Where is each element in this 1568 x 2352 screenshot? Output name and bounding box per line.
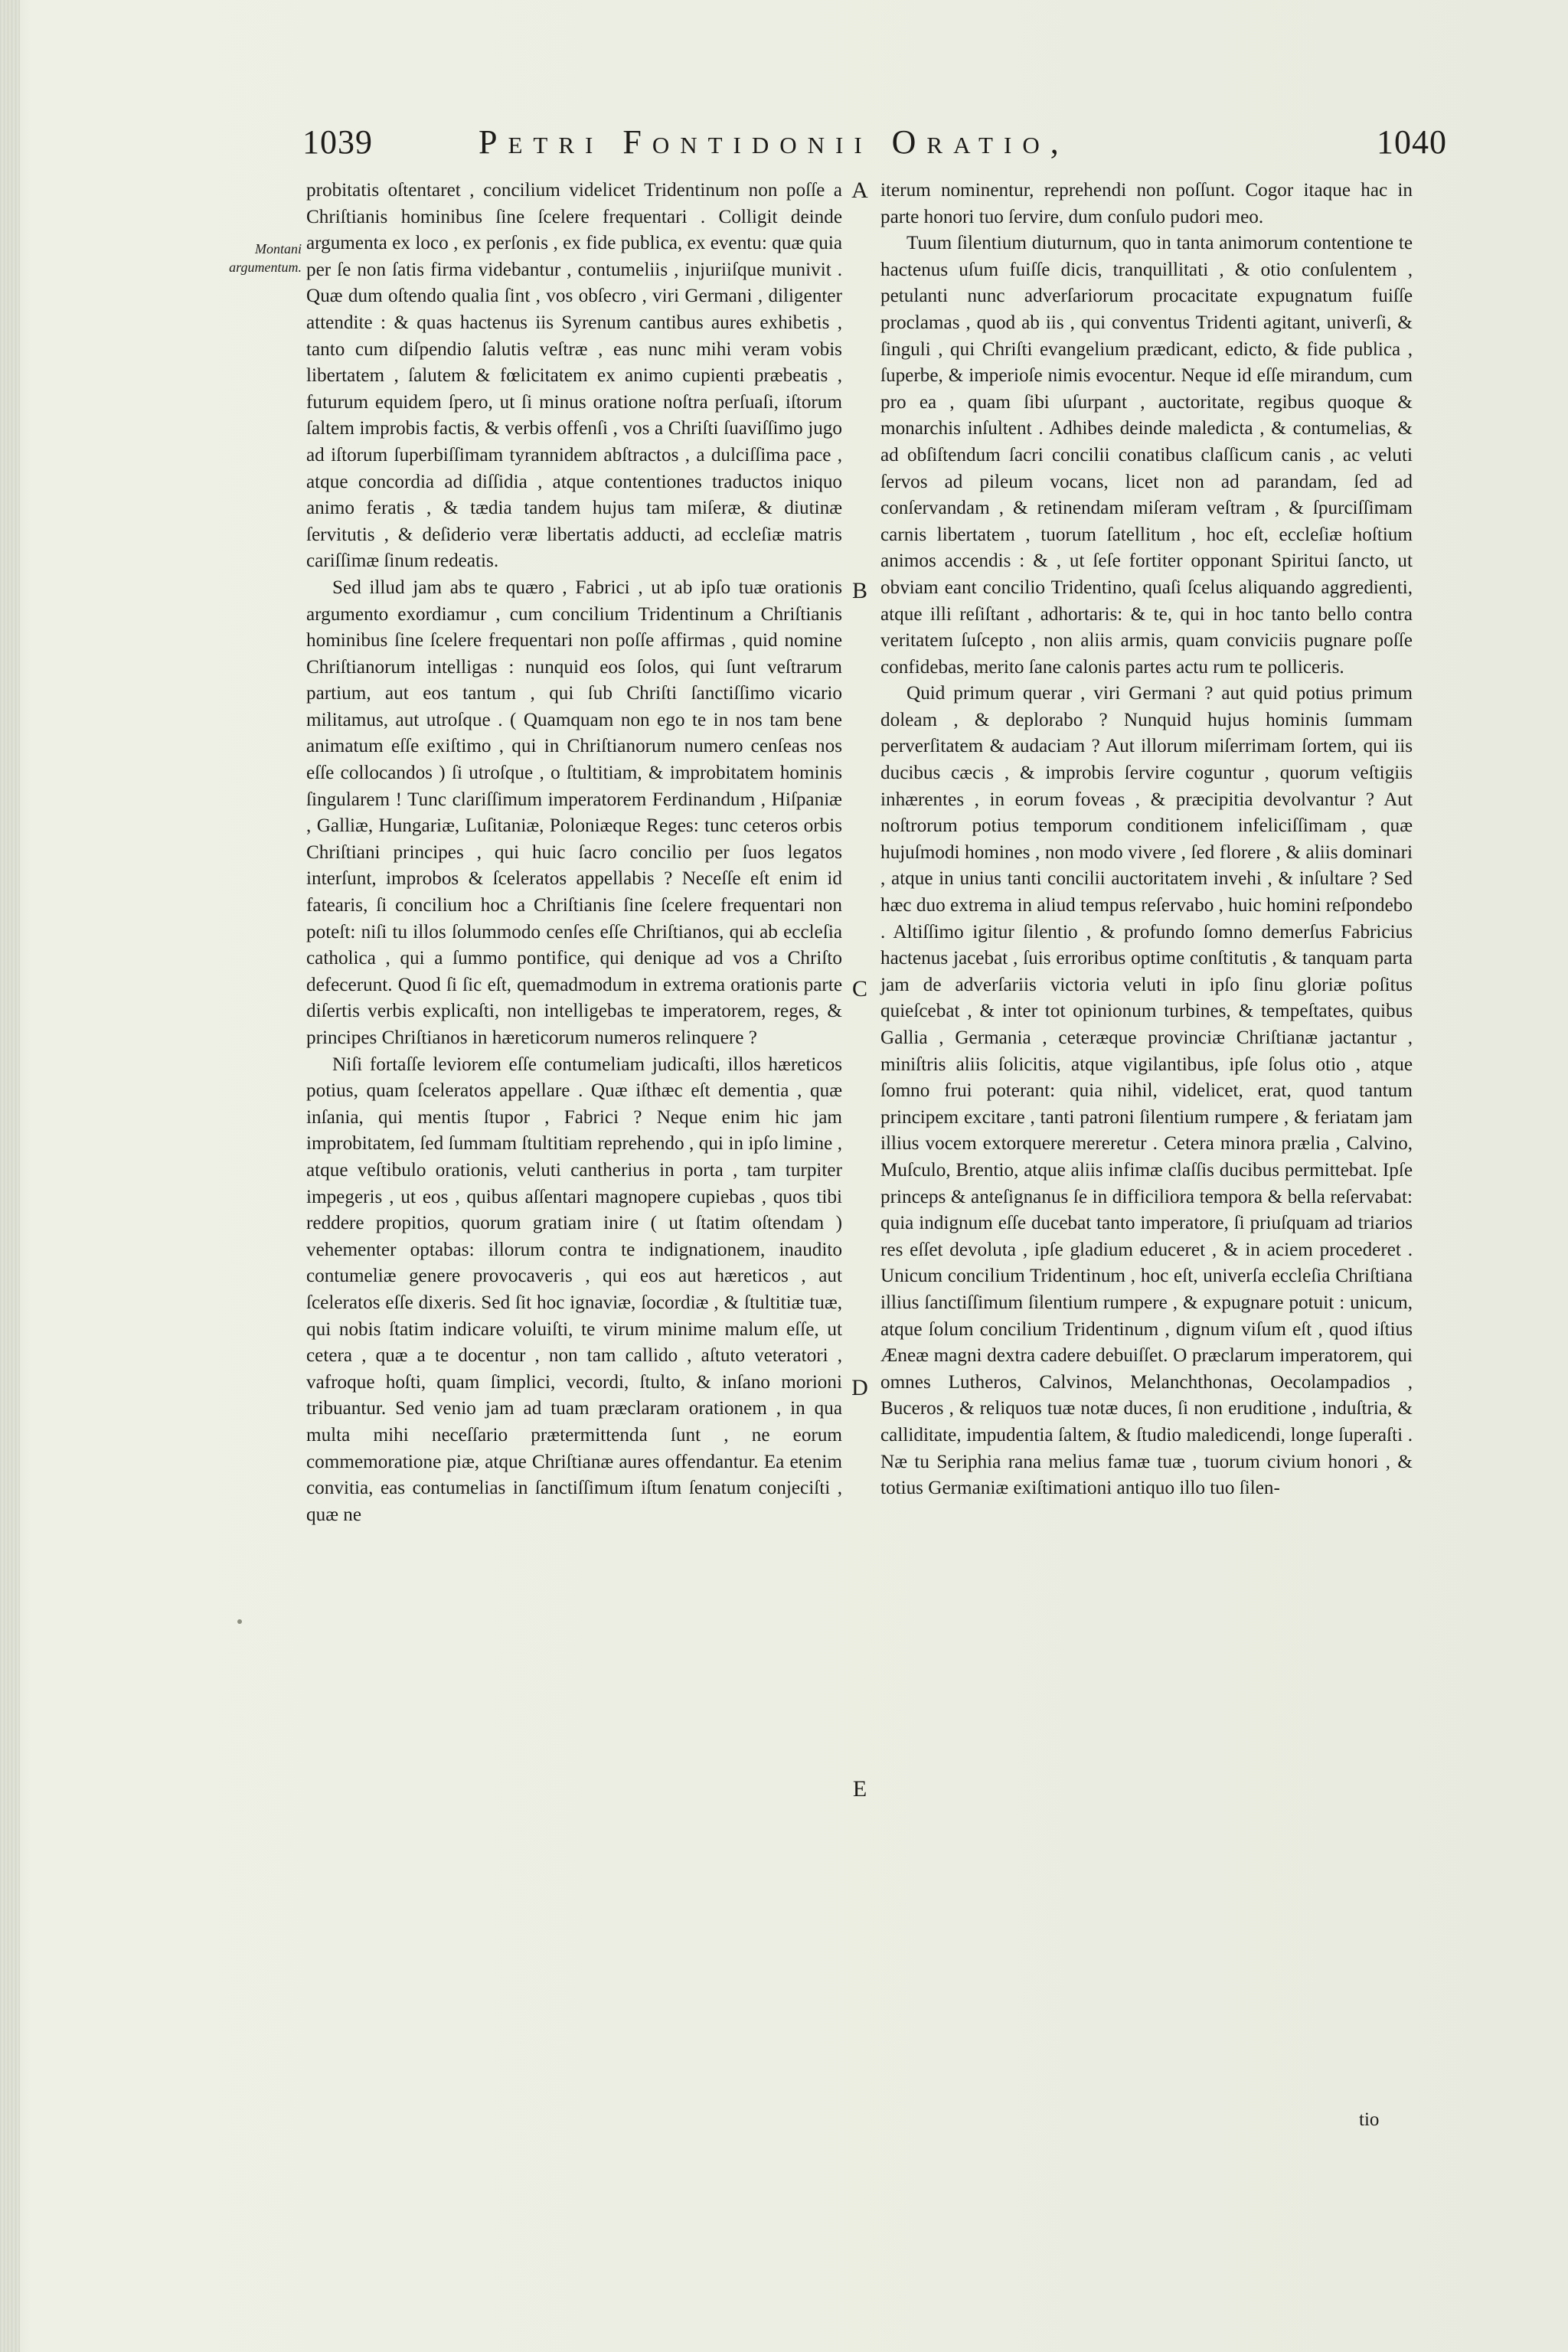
left-paragraph: Niſi fortaſſe leviorem eſſe contumeliam judicaſti, illos hæreticos potius, quam ſceleratos appellare . Quæ iſthæc eſt dementia , quæ inſania, qui mentis ſtupor , Fabrici ? Neque enim hic jam improbitatem, ſed ſummam ſtultitiam reprehendo , qui in ipſo limine , atque veſtibulo orationis, veluti cantherius in porta , tam turpiter impegeris , ut eos , quibus aſſentari magnopere cupiebas , quos tibi reddere propitios, quorum gratiam inire ( ut ſtatim oſtendam ) vehementer optabas: illorum contra te indignationem, inaudito contumeliæ genere provocaveris , qui eos aut hæreticos , aut ſceleratos eſſe dixeris. Sed ſit hoc ignaviæ, ſocordiæ , & ſtultitiæ tuæ, qui nobis ſtatim indicare voluiſti, te virum minime malum eſſe, ut cetera , quæ a te docentur , non tam callido , aſtuto veteratori , vafroque hoſti, quam ſimplici, vecordi, ſtulto, & inſano morioni tribuantur. Sed venio jam ad tuam præclaram orationem , in qua multa mihi neceſſario prætermittenda ſunt , ne eorum commemoratione piæ, atque Chriſtianæ aures offendantur. Ea etenim convitia, eas contumelias in ſanctiſſimum iſtum ſenatum conjeciſti , quæ ne bbox=[306, 1054, 842, 1525]
page-number-left: 1039 bbox=[302, 123, 373, 161]
section-letter-a: A bbox=[851, 178, 868, 203]
right-paragraph: iterum nominentur, reprehendi non poſſunt. Cogor itaque hac in parte honori tuo ſervire, dum conſulo pudori meo. bbox=[880, 180, 1413, 227]
right-paragraph: Tuum ſilentium diuturnum, quo in tanta animorum contentione te hactenus uſum fuiſſe dicis, tranquillitati , & otio conſulentem , petulanti nunc adverſariorum procacitate expugnatum fuiſſe proclamas , quod ab iis , qui conventus Tridenti agitant, univerſi, & ſinguli , qui Chriſti evangelium prædicant, edicto, & fide publica , ſuperbe, & imperioſe nimis evocentur. Neque id eſſe mirandum, cum pro ea , quam ſibi uſurpant , auctoritate, regibus quoque & monarchis inſultent . Adhibes deinde maledicta , & contumelias, & ad obſiſtendum ſacri concilii conatibus claſſicum canis , ac veluti ſervos ad pileum vocans, licet non ad parandam, ſed ad conſervandam , & retinendam miſeram veſtram , & ſpurciſſimam carnis libertatem , tuorum ſatellitum , hoc eſt, eccleſiæ hoſtium animos accendis : & , ut ſeſe fortiter opponant Spiritui ſancto, ut obviam eant concilio Tridentino, quaſi ſcelus aliquando aggredienti, atque illi reſiſtant , adhortaris: & te, qui in hoc tanto bello contra veritatem ſuſcepto , non aliis armis, quam conviciis pugnare poſſe confidebas, merito ſane calonis partes actu rum te polliceris. bbox=[880, 233, 1413, 678]
catchword: tio bbox=[1359, 2109, 1380, 2130]
section-letter-c: C bbox=[851, 976, 867, 1001]
left-paragraph: Sed illud jam abs te quæro , Fabrici , ut ab ipſo tuæ orationis argumento exordiamur , cum concilium Tridentinum a Chriſtianis hominibus ſine ſcelere frequentari non poſſe affirmas , quid nomine Chriſtianorum intelligas : nunquid eos ſolos, qui ſunt veſtrarum partium, aut eos tantum , qui ſub Chriſti ſanctiſſimo vicario militamus, aut utroſque . ( Quamquam non ego te in nos tam bene animatum eſſe exiſtimo , qui in Chriſtianorum numero cenſeas nos eſſe collocandos ) ſi utroſque , o ſtultitiam, & improbitatem hominis ſingularem ! Tunc clariſſimum imperatorem Ferdinandum , Hiſpaniæ , Galliæ, Hungariæ, Luſitaniæ, Poloniæque Reges: tunc ceteros orbis Chriſtiani principes , qui huic ſacro concilio per ſuos legatos interſunt, improbos & ſceleratos appellabis ? Neceſſe eſt enim id fatearis, ſi concilium hoc a Chriſtianis ſine ſcelere frequentari non poteſt: niſi tu illos ſolummodo cenſes eſſe Chriſtianos, qui ab eccleſia catholica , qui a ſummo pontifice, qui denique ad vos a Chriſto defecerunt. Quod ſi ſic eſt, quemadmodum in extrema orationis parte diſertis verbis explicaſti, non intelligebas te imperatorem, reges, & principes Chriſtianos in hæreticorum numeros relinquere ? bbox=[306, 577, 842, 1048]
right-column bbox=[880, 178, 1413, 1502]
section-letter-d: D bbox=[851, 1375, 868, 1400]
page-stack-edge bbox=[0, 0, 20, 2352]
right-paragraph: Quid primum querar , viri Germani ? aut quid potius primum doleam , & deplorabo ? Nunquid hujus hominis ſummam perverſitatem & audaciam ? Aut illorum miſerrimam ſortem, qui iis ducibus cæcis , & improbis ſervire coguntur , quorum veſtigiis inhærentes , in eorum foveas , & præcipitia devolvantur ? Aut noſtrorum potius temporum conditionem infeliciſſimam , quæ hujuſmodi homines , non modo vivere , ſed florere , & aliis dominari , atque in unius tanti concilii auctoritatem invehi , & inſultare ? Sed hæc duo extrema in aliud tempus reſervabo , huic homini reſpondebo . Altiſſimo igitur ſilentio , & profundo ſomno demerſus Fabricius hactenus jacebat , ſuis erroribus optime conſtitutis , & tanquam parta jam de adverſariis victoria veluti in ipſo ſinu gloriæ poſitus quieſcebat , & inter tot opinionum turbines, & tempeſtates, quibus Gallia , Germania , ceteræque provinciæ Chriſtianæ jactantur , miniſtris aliis ſolicitis, atque vigilantibus, ipſe ſolus otio , atque ſomno frui poterant: quia nihil, videlicet, erat, quod tantum principem excitare , tanti patroni ſilentium rumpere , & feriatam jam illius vocem extorquere mereretur . Cetera minora prælia , Calvino, Muſculo, Brentio, atque aliis infimæ claſſis ducibus permittebat. Ipſe princeps & anteſignanus ſe in difficiliora tempora & bella reſervabat: quia indignum eſſe ducebat tanto imperatore, ſi priuſquam ad triarios res eſſet devoluta , ipſe gladium educeret , & in aciem procederet . Unicum concilium Tridentinum , hoc eſt, univerſa eccleſia Chriſtiana illius ſanctiſſimum ſilentium rumpere , & expugnare potuit : unicum, atque ſolum concilium Tridentinum , dignum viſum eſt , quod iſtius Æneæ magni dextra cadere debuiſſet. O præclarum imperatorem, qui omnes Lutheros, Calvinos, Melanchthonas, Oecolampadios , Buceros , & reliquos tuæ notæ duces, ſi non eruditione , induſtria, & calliditate, impudentia ſaltem, & ſtudio maledicendi, longe ſuperaſti . Næ tu Seriphia rana melius famæ tuæ , tuorum civium honori , & totius Germaniæ exiſtimationi antiquo illo tuo ſilen- bbox=[880, 683, 1413, 1499]
section-letter-b: B bbox=[851, 578, 867, 603]
marginal-note: Montani argumentum. bbox=[229, 241, 302, 275]
running-title: Petri Fontidonii Oratio, bbox=[479, 123, 1070, 161]
ink-spot bbox=[237, 1619, 242, 1624]
left-column bbox=[306, 178, 842, 1528]
page-header bbox=[302, 122, 1447, 176]
page-number-right: 1040 bbox=[1377, 123, 1447, 161]
left-paragraph: probitatis oſtentaret , concilium videlicet Tridentinum non poſſe a Chriſtianis hominibus ſine ſcelere frequentari . Colligit deinde argumenta ex loco , ex perſonis , ex fide publica, ex eventu: quæ quia per ſe non ſatis firma videbantur , contumeliis , injuriiſque munivit . Quæ dum oſtendo qualia ſint , vos obſecro , viri Germani , diligenter attendite : & quas hactenus iis Syrenum cantibus aures exhibetis , tanto cum diſpendio ſalutis veſtræ , eas nunc mihi veram vobis libertatem , ſalutem & fœlicitatem ex animo cupienti præbeatis , futurum equidem ſpero, ut ſi minus oratione noſtra perſuaſi, iſtorum ſaltem improbis factis, & verbis offenſi , vos a Chriſti ſuaviſſimo jugo ad iſtorum ſuperbiſſimam tyrannidem abſtractos , a dulciſſima pace , atque concordia ad diſſidia , atque contentiones traductos iniquo animo feratis , & tædia tandem hujus tam miſeræ, & diutinæ ſervitutis , & deſiderio veræ libertatis adducti, ad eccleſiæ matris cariſſimæ ſinum redeatis. bbox=[306, 180, 842, 572]
section-letter-e: E bbox=[852, 1776, 867, 1802]
